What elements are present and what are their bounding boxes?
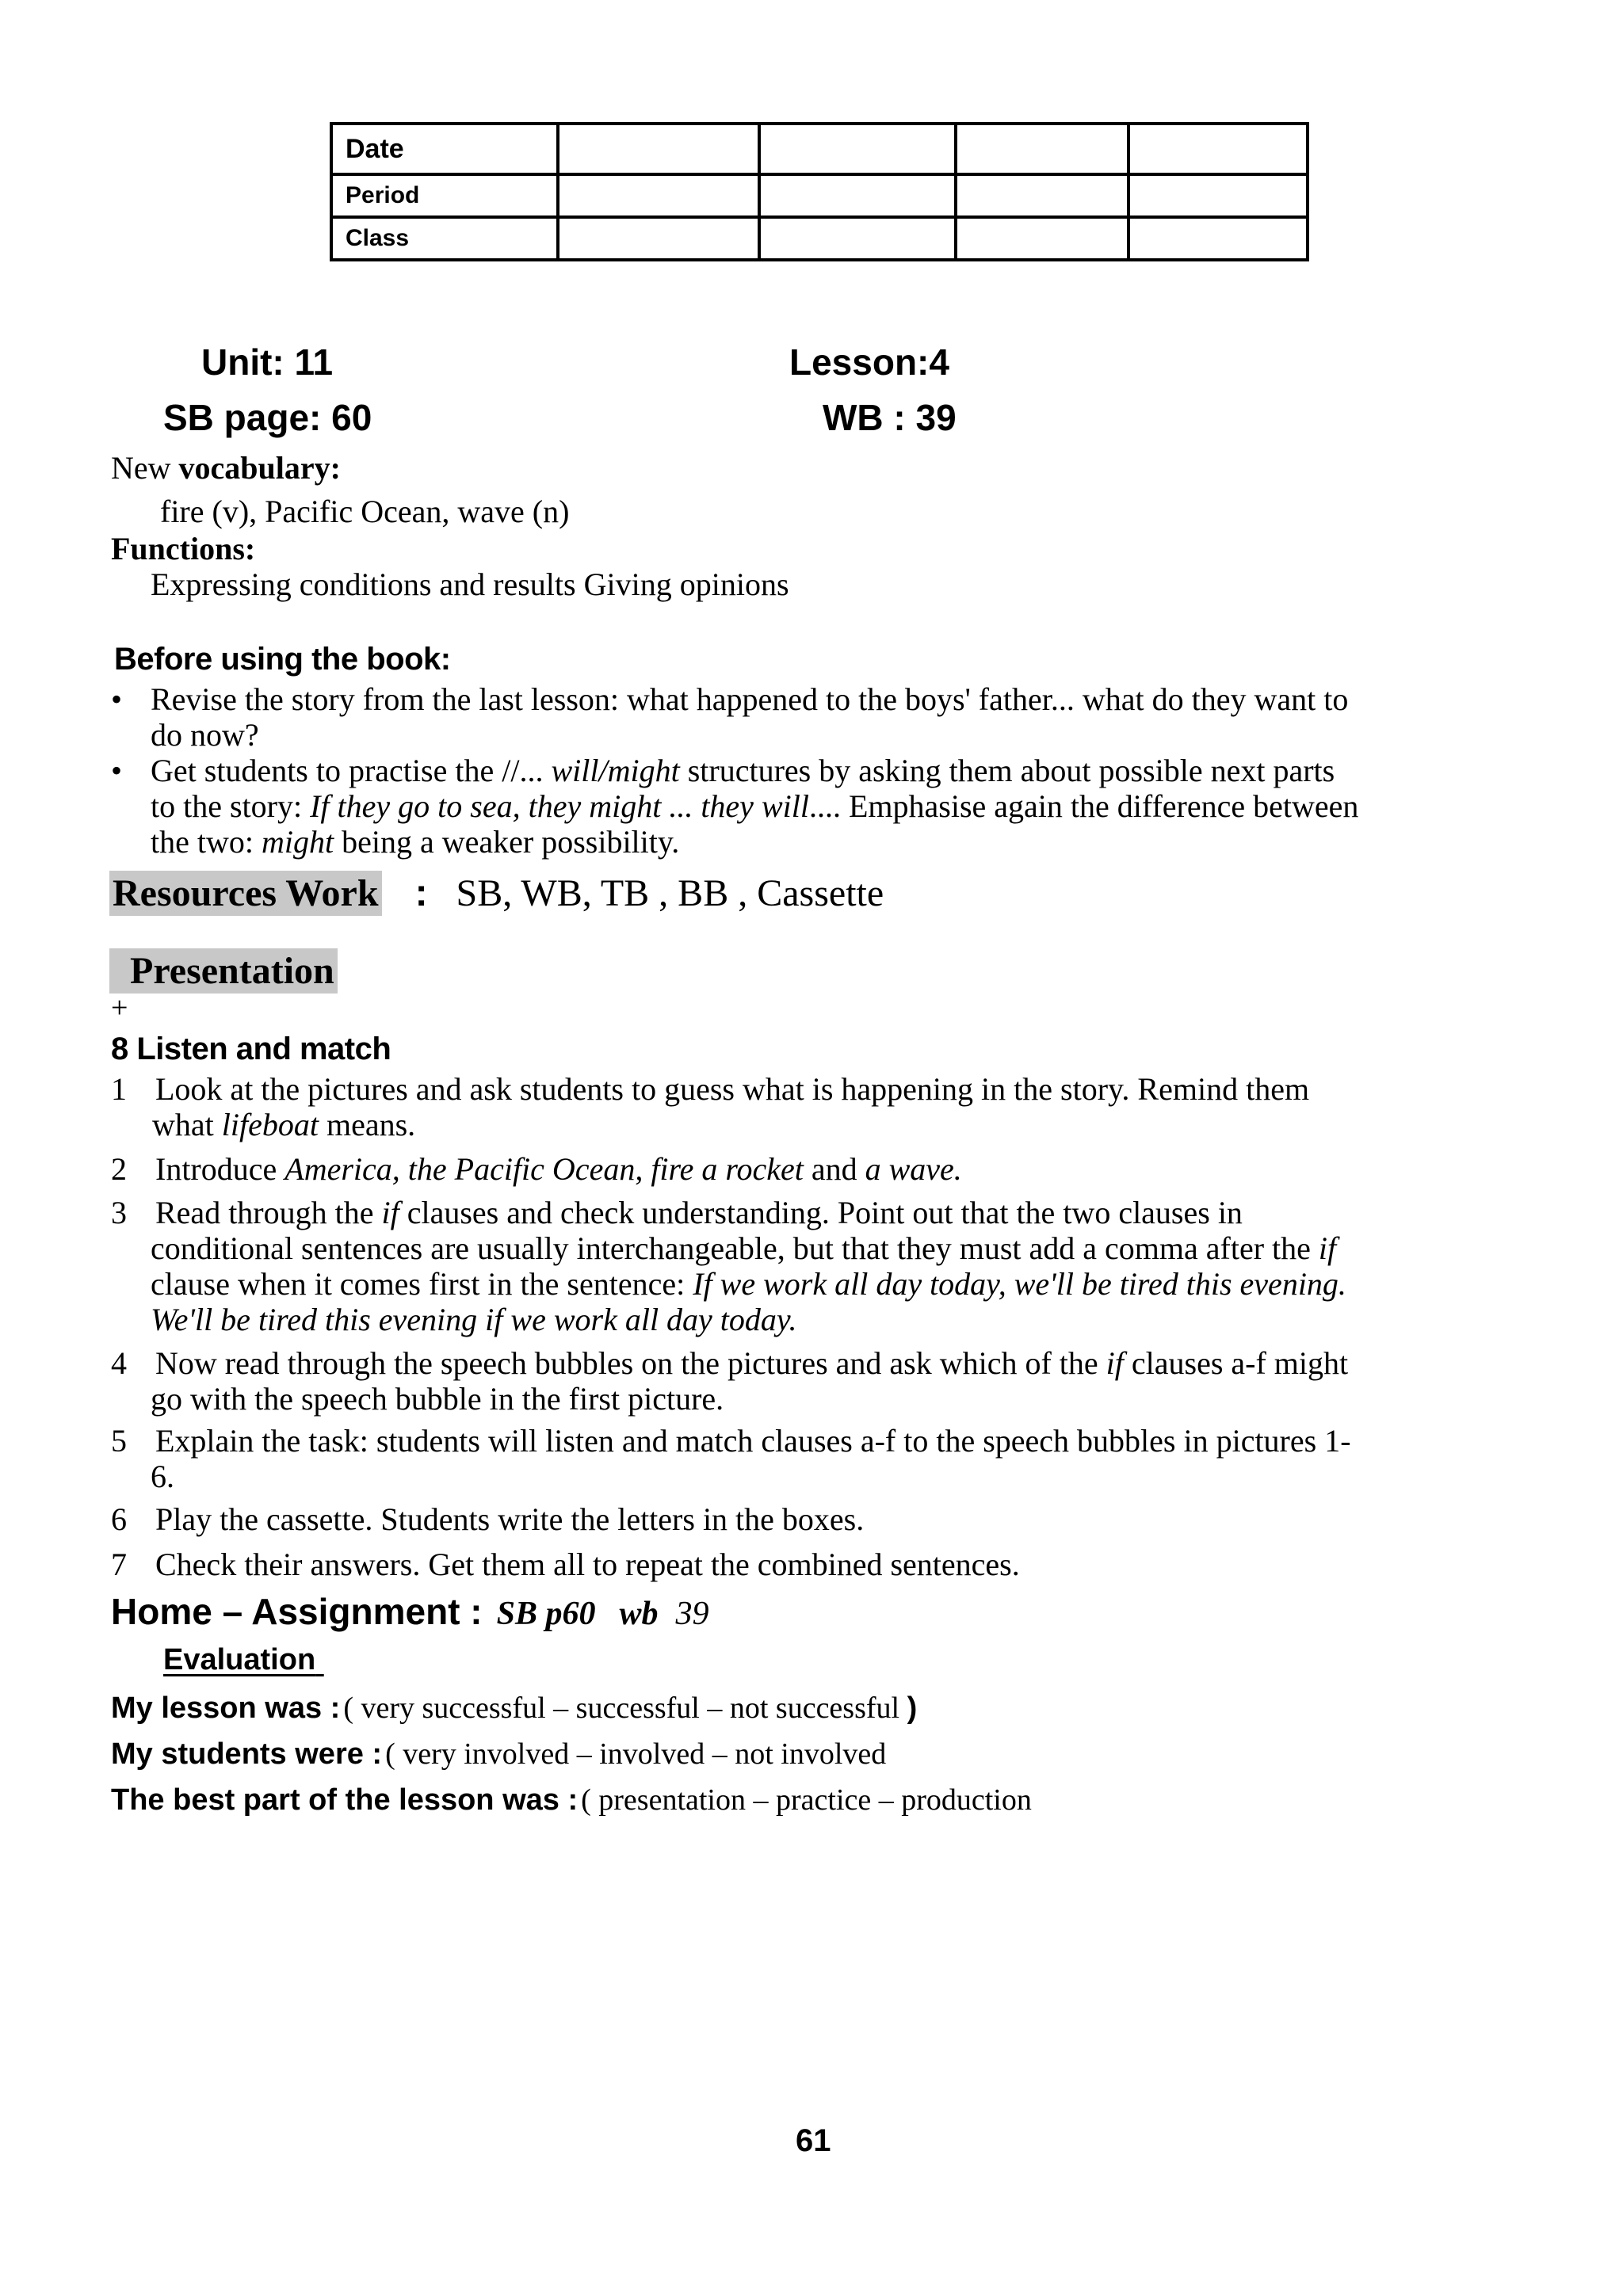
eval-best-row — [111, 1781, 1032, 1825]
before-b2-line2 — [151, 788, 1553, 824]
text: means. — [318, 1107, 416, 1142]
class-cell[interactable] — [1128, 217, 1308, 260]
resources-label: Resources Work — [109, 871, 382, 916]
text-italic: If they go to sea, they might ... they will — [310, 788, 809, 824]
date-cell[interactable] — [956, 124, 1128, 174]
vocabulary-items: fire (v), Pacific Ocean, wave (n) — [160, 494, 570, 529]
resources-row — [109, 870, 884, 917]
step-1-line1: Look at the pictures and ask students to guess what is happening in the story. Remind them — [155, 1071, 1310, 1107]
vocabulary-heading — [111, 450, 341, 486]
home-wb-number: 39 — [675, 1596, 709, 1632]
step-number: 4 — [111, 1345, 127, 1381]
step-1-line2 — [152, 1107, 1558, 1142]
text-italic: might — [261, 824, 334, 860]
period-label: Period — [331, 174, 558, 217]
text-italic: if — [1318, 1230, 1337, 1266]
home-assignment-row — [111, 1589, 709, 1643]
text: clauses and check understanding. Point out that the two clauses in — [399, 1195, 1243, 1230]
home-assignment-label: Home – Assignment : — [111, 1591, 483, 1632]
home-wb: wb — [619, 1596, 659, 1632]
step-3-line2 — [151, 1230, 1558, 1266]
eval-lesson-label: My lesson was : — [111, 1691, 341, 1725]
table-row — [331, 174, 1308, 217]
before-b2-line1 — [151, 753, 1553, 788]
text-italic: if — [381, 1195, 399, 1230]
class-cell[interactable] — [956, 217, 1128, 260]
bullet: • — [111, 681, 123, 717]
step-number: 3 — [111, 1195, 127, 1230]
step-3 — [151, 1195, 1558, 1337]
functions-label: Functions: — [111, 531, 256, 566]
date-cell[interactable] — [558, 124, 759, 174]
presentation-row — [109, 948, 338, 995]
resources-value: SB, WB, TB , BB , Cassette — [456, 872, 884, 914]
eval-students-label: My students were : — [111, 1737, 383, 1771]
eval-lesson-close: ) — [907, 1691, 918, 1725]
step-3-line3 — [151, 1266, 1558, 1302]
step-number: 7 — [111, 1547, 127, 1582]
evaluation-heading — [163, 1643, 324, 1677]
step-7: Check their answers. Get them all to repeat the combined sentences. — [155, 1547, 1020, 1582]
header-table — [330, 122, 1309, 261]
text: and — [803, 1151, 865, 1187]
text: to the story: — [151, 788, 311, 824]
date-label: Date — [331, 124, 558, 174]
text: Get students to practise the //... — [151, 753, 552, 788]
text: Read through the — [155, 1195, 382, 1230]
table-row — [331, 124, 1308, 174]
sb-page-label: SB page: 60 — [163, 397, 372, 438]
text-italic: a wave. — [865, 1151, 962, 1187]
text: Introduce — [155, 1151, 285, 1187]
wb-label: WB : 39 — [823, 397, 957, 438]
text-italic: lifeboat — [221, 1107, 319, 1142]
before-b1-line2: do now? — [151, 717, 259, 753]
plus-symbol: + — [111, 991, 128, 1024]
resources-colon: : — [414, 872, 428, 914]
step-4 — [151, 1345, 1558, 1417]
text: being a weaker possibility. — [334, 824, 680, 860]
step-2 — [155, 1151, 1558, 1187]
before-bullet-1 — [151, 681, 1553, 753]
period-cell[interactable] — [558, 174, 759, 217]
text: the two: — [151, 824, 262, 860]
step-number: 6 — [111, 1501, 127, 1537]
step-4-line2: go with the speech bubble in the first picture. — [151, 1381, 724, 1417]
unit-label: Unit: 11 — [201, 341, 334, 383]
period-cell[interactable] — [956, 174, 1128, 217]
step-3-line1 — [155, 1195, 1558, 1230]
before-heading: Before using the book: — [114, 642, 451, 677]
text-italic: America, the Pacific Ocean, fire a rocket — [285, 1151, 804, 1187]
step-4-line1 — [155, 1345, 1558, 1381]
vocabulary-label: vocabulary: — [178, 450, 341, 486]
before-bullet-2 — [151, 753, 1553, 860]
step-6: Play the cassette. Students write the letters in the boxes. — [155, 1501, 865, 1537]
eval-best-value: ( presentation – practice – production — [581, 1783, 1032, 1817]
text: structures by asking them about possible next parts — [679, 753, 1335, 788]
class-label: Class — [331, 217, 558, 260]
step-2-line1 — [155, 1151, 1558, 1187]
class-cell[interactable] — [759, 217, 956, 260]
step-number: 1 — [111, 1071, 127, 1107]
before-b1-line1: Revise the story from the last lesson: what happened to the boys' father... what do they want to — [151, 681, 1349, 717]
text-italic: will/might — [551, 753, 680, 788]
step-3-line4: We'll be tired this evening if we work all day today. — [151, 1302, 797, 1337]
page-number: 61 — [796, 2123, 831, 2158]
table-row — [331, 217, 1308, 260]
evaluation-heading-text: Evaluation — [163, 1643, 316, 1676]
bullet: • — [111, 753, 123, 788]
class-cell[interactable] — [558, 217, 759, 260]
eval-students-row — [111, 1735, 886, 1779]
text: clauses a-f might — [1123, 1345, 1349, 1381]
step-5-line2: 6. — [151, 1459, 174, 1494]
date-cell[interactable] — [759, 124, 956, 174]
step-1 — [152, 1071, 1558, 1142]
text: .... Emphasise again the difference between — [808, 788, 1359, 824]
presentation-label: Presentation — [109, 948, 338, 994]
step-5-line1: Explain the task: students will listen and match clauses a-f to the speech bubbles in pictures 1- — [155, 1423, 1351, 1459]
step-number: 5 — [111, 1423, 127, 1459]
functions-text: Expressing conditions and results Giving opinions — [151, 566, 789, 602]
vocabulary-prefix: New — [111, 450, 179, 486]
eval-lesson-row — [111, 1689, 917, 1733]
date-cell[interactable] — [1128, 124, 1308, 174]
text-italic: If we work all day today, we'll be tired this evening. — [693, 1266, 1346, 1302]
step-5 — [151, 1423, 1558, 1494]
before-b2-line3 — [151, 824, 1553, 860]
text-italic: if — [1106, 1345, 1124, 1381]
text: conditional sentences are usually interchangeable, but that they must add a comma after the — [151, 1230, 1319, 1266]
period-cell[interactable] — [1128, 174, 1308, 217]
text: Now read through the speech bubbles on the pictures and ask which of the — [155, 1345, 1106, 1381]
eval-students-value: ( very involved – involved – not involved — [385, 1737, 887, 1771]
period-cell[interactable] — [759, 174, 956, 217]
step-number: 2 — [111, 1151, 127, 1187]
eval-lesson-value: ( very successful – successful – not successful — [343, 1691, 907, 1725]
text: clause when it comes first in the sentence: — [151, 1266, 693, 1302]
exercise-heading: 8 Listen and match — [111, 1032, 391, 1066]
lesson-label: Lesson:4 — [789, 341, 949, 383]
text: what — [152, 1107, 222, 1142]
eval-best-label: The best part of the lesson was : — [111, 1783, 579, 1817]
home-sb: SB p60 — [496, 1596, 596, 1632]
